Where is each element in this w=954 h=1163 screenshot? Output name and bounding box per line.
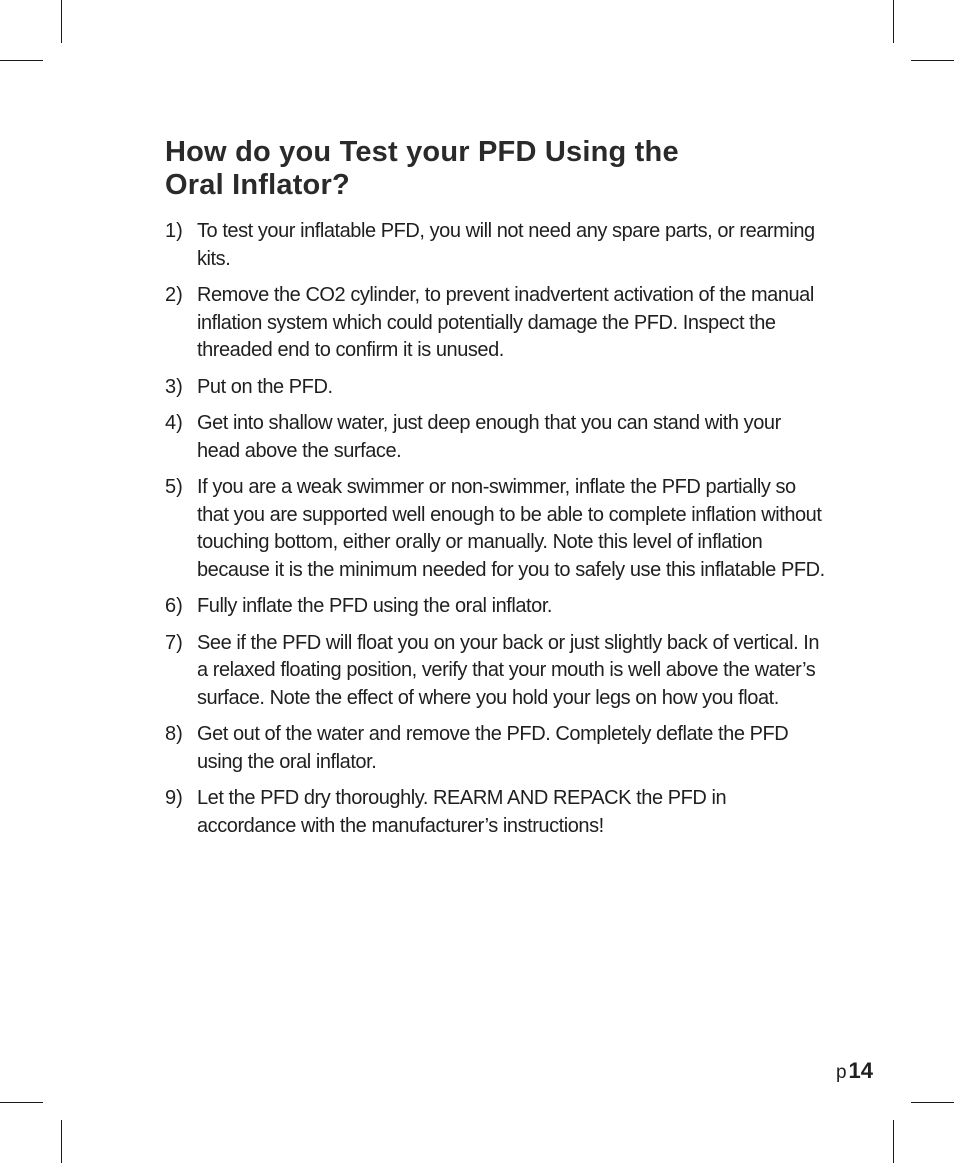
- page-content: [165, 136, 825, 849]
- page-title-line-1: How do you Test your PFD Using the: [165, 136, 679, 168]
- step-text: Get into shallow water, just deep enough that you can stand with your head above the surface.: [197, 412, 781, 462]
- crop-mark-bottom-right-horizontal: [911, 1102, 954, 1103]
- step-number: 4): [165, 412, 183, 434]
- step-number: 6): [165, 595, 183, 617]
- step-item-6: [165, 593, 825, 621]
- page-number-prefix: p: [835, 1062, 847, 1083]
- step-text: Let the PFD dry thoroughly. REARM AND REPACK the PFD in accordance with the manufacturer’s instructions!: [197, 787, 727, 837]
- step-item-4: [165, 410, 825, 465]
- step-text: See if the PFD will float you on your back or just slightly back of vertical. In a relaxed floating position, verify that your mouth is well above the water’s surface. Note the effect of where you hold your legs on how you float.: [197, 631, 820, 709]
- page-title-line-2: Oral Inflator?: [165, 169, 350, 201]
- step-number: 9): [165, 787, 183, 809]
- step-text: Get out of the water and remove the PFD. Completely deflate the PFD using the oral inflator.: [197, 723, 789, 773]
- step-item-7: [165, 630, 825, 713]
- step-text: Fully inflate the PFD using the oral inflator.: [197, 595, 553, 617]
- crop-mark-bottom-left-vertical: [61, 1120, 62, 1163]
- step-text: Remove the CO2 cylinder, to prevent inadvertent activation of the manual inflation system which could potentially damage the PFD. Inspect the threaded end to confirm it is unused.: [197, 284, 814, 361]
- step-number: 2): [165, 284, 183, 306]
- page-number: [836, 1058, 873, 1084]
- step-number: 8): [165, 723, 183, 745]
- step-item-9: [165, 785, 825, 840]
- page-number-value: 14: [848, 1058, 873, 1083]
- step-number: 7): [165, 631, 183, 654]
- step-number: 5): [165, 476, 183, 498]
- step-text: If you are a weak swimmer or non-swimmer, inflate the PFD partially so that you are supported well enough to be able to complete inflation without touching bottom, either orally or manually. Note this level of inflation because it is the minimum needed for you to safely use this inflatable PFD.: [197, 476, 825, 581]
- step-number: 1): [165, 220, 183, 242]
- step-text: Put on the PFD.: [197, 375, 333, 398]
- step-number: 3): [165, 375, 183, 398]
- step-item-3: [165, 374, 825, 402]
- crop-mark-top-left-horizontal: [0, 60, 43, 61]
- crop-mark-bottom-left-horizontal: [0, 1102, 43, 1103]
- step-text: To test your inflatable PFD, you will not need any spare parts, or rearming kits.: [197, 220, 815, 270]
- crop-mark-top-left-vertical: [61, 0, 62, 43]
- crop-mark-bottom-right-vertical: [893, 1120, 894, 1163]
- step-item-1: [165, 218, 825, 273]
- crop-mark-top-right-horizontal: [911, 60, 954, 61]
- step-item-5: [165, 474, 825, 584]
- crop-mark-top-right-vertical: [893, 0, 894, 43]
- step-item-8: [165, 721, 825, 776]
- test-steps-list: [165, 218, 825, 840]
- step-item-2: [165, 282, 825, 365]
- page-title: [165, 136, 825, 202]
